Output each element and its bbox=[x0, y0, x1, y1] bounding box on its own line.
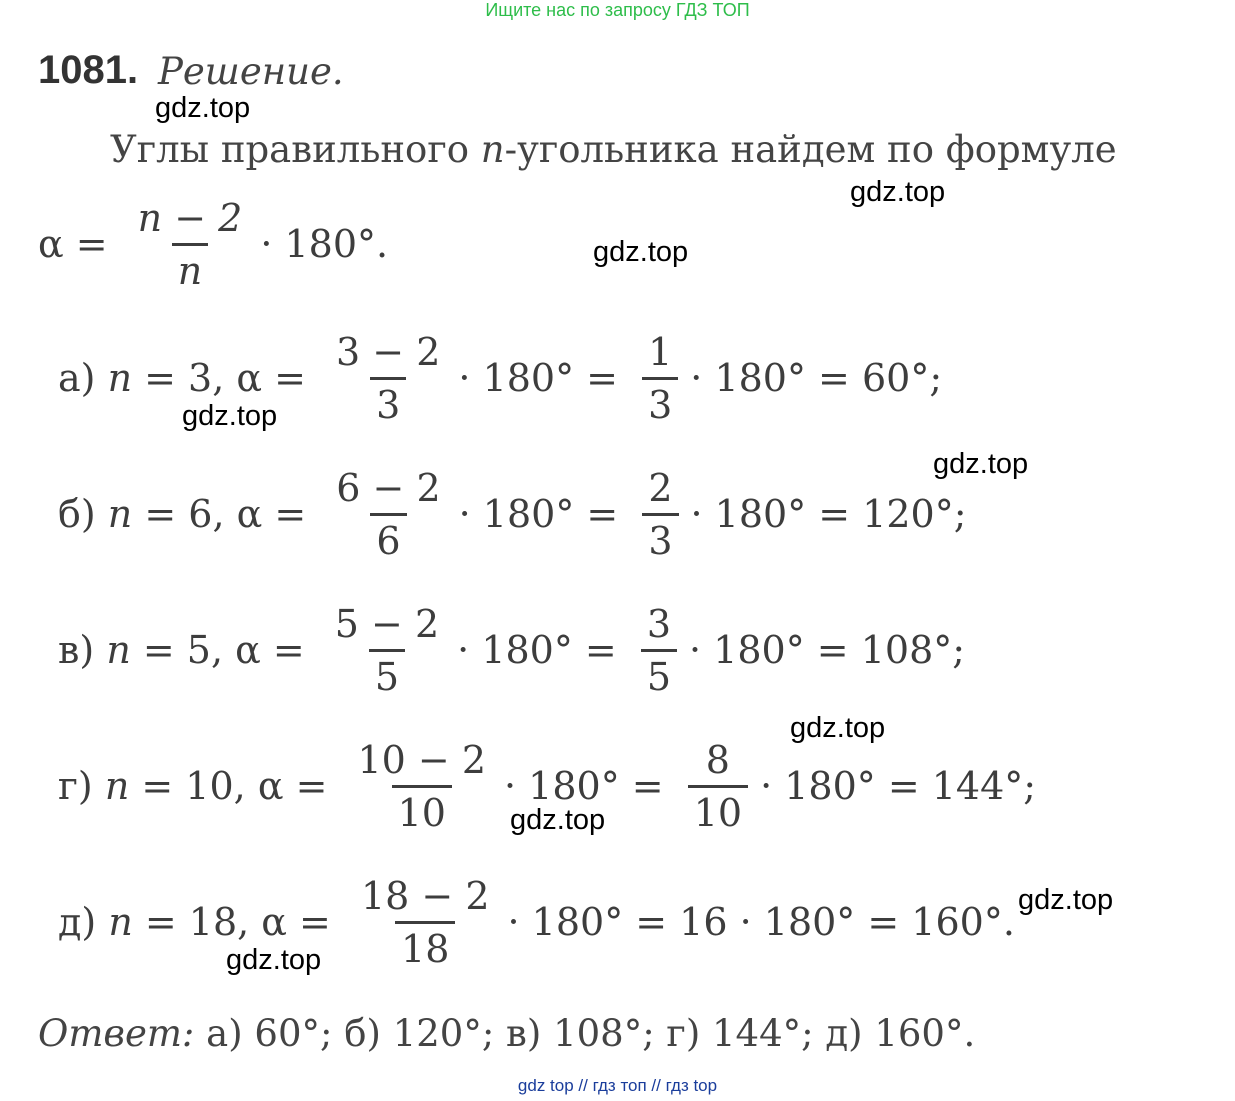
item-fraction-1 bbox=[330, 329, 446, 427]
formula-tail: · 180°. bbox=[260, 222, 389, 266]
watermark: gdz.top bbox=[155, 92, 251, 124]
fraction-denominator: 10 bbox=[688, 785, 748, 832]
item-result: · 180° = 60°; bbox=[690, 356, 943, 400]
fraction-numerator: 3 bbox=[646, 601, 672, 646]
fraction-numerator: 10 − 2 bbox=[357, 737, 487, 782]
watermark: gdz.top bbox=[790, 712, 886, 744]
item-n-value: = 5, α = bbox=[130, 628, 317, 672]
intro-before: Углы правильного bbox=[110, 128, 481, 171]
item-middle: · 180° = bbox=[504, 764, 676, 808]
solution-item-b bbox=[58, 444, 967, 584]
fraction-denominator: 3 bbox=[642, 377, 678, 424]
answer-text: а) 60°; б) 120°; в) 108°; г) 144°; д) 160°. bbox=[194, 1012, 976, 1055]
item-label: а) bbox=[58, 356, 108, 400]
watermark: gdz.top bbox=[850, 176, 946, 208]
item-label: г) bbox=[58, 764, 105, 808]
fraction-numerator: 3 − 2 bbox=[336, 329, 441, 374]
fraction-numerator: 1 bbox=[648, 329, 673, 374]
intro-text bbox=[110, 128, 1117, 171]
item-fraction-1 bbox=[351, 737, 492, 835]
problem-title: Решение. bbox=[158, 50, 344, 93]
item-fraction-1 bbox=[329, 601, 445, 699]
formula-lhs: α = bbox=[38, 222, 120, 266]
footer-links: gdz top // гдз топ // гдз top bbox=[517, 1076, 718, 1095]
answer-label: Ответ: bbox=[38, 1012, 195, 1055]
answer-line bbox=[38, 1012, 975, 1055]
item-fraction-2 bbox=[688, 737, 748, 835]
fraction-denominator: 5 bbox=[641, 649, 677, 696]
fraction-denominator: 10 bbox=[392, 785, 452, 832]
watermark: gdz.top bbox=[182, 400, 278, 432]
item-fraction-1 bbox=[355, 873, 496, 971]
intro-after: -угольника найдем по формуле bbox=[504, 128, 1117, 171]
item-variable: n bbox=[107, 492, 133, 536]
item-variable: n bbox=[108, 900, 133, 944]
fraction-numerator: 6 − 2 bbox=[336, 465, 441, 510]
general-formula bbox=[38, 174, 388, 314]
top-banner: Ищите нас по запросу ГДЗ ТОП bbox=[485, 0, 750, 20]
watermark: gdz.top bbox=[933, 448, 1029, 480]
formula-denominator: n bbox=[172, 243, 208, 290]
fraction-denominator: 18 bbox=[395, 921, 455, 968]
watermark: gdz.top bbox=[226, 944, 322, 976]
item-variable: n bbox=[106, 628, 131, 672]
item-result: · 180° = 108°; bbox=[689, 628, 966, 672]
item-label: д) bbox=[58, 900, 109, 944]
fraction-numerator: 18 − 2 bbox=[360, 873, 490, 918]
solution-item-d bbox=[58, 852, 1015, 992]
formula-fraction bbox=[132, 195, 249, 293]
item-fraction-2 bbox=[641, 601, 677, 699]
item-middle: · 180° = bbox=[458, 492, 631, 536]
item-middle: · 180° = 16 · 180° = 160°. bbox=[507, 900, 1015, 944]
item-label: б) bbox=[58, 492, 108, 536]
fraction-numerator: 2 bbox=[648, 465, 673, 510]
item-fraction-2 bbox=[642, 329, 678, 427]
watermark: gdz.top bbox=[593, 236, 689, 268]
watermark: gdz.top bbox=[510, 804, 606, 836]
fraction-denominator: 6 bbox=[370, 513, 406, 560]
fraction-numerator: 8 bbox=[705, 737, 730, 782]
item-middle: · 180° = bbox=[458, 356, 631, 400]
item-variable: n bbox=[104, 764, 130, 808]
fraction-numerator: 5 − 2 bbox=[334, 601, 440, 646]
item-result: · 180° = 120°; bbox=[690, 492, 967, 536]
formula-numerator: n − 2 bbox=[137, 195, 243, 240]
item-variable: n bbox=[107, 356, 133, 400]
intro-variable: n bbox=[480, 128, 505, 171]
solution-item-v bbox=[58, 580, 965, 720]
item-n-value: = 6, α = bbox=[132, 492, 319, 536]
problem-number: 1081. bbox=[38, 48, 139, 92]
item-result: · 180° = 144°; bbox=[760, 764, 1037, 808]
fraction-denominator: 3 bbox=[642, 513, 678, 560]
item-n-value: = 3, α = bbox=[132, 356, 319, 400]
fraction-denominator: 5 bbox=[369, 649, 405, 696]
item-label: в) bbox=[58, 628, 107, 672]
watermark: gdz.top bbox=[1018, 884, 1114, 916]
item-fraction-1 bbox=[330, 465, 446, 563]
item-fraction-2 bbox=[642, 465, 678, 563]
fraction-denominator: 3 bbox=[370, 377, 406, 424]
item-n-value: = 10, α = bbox=[129, 764, 340, 808]
item-n-value: = 18, α = bbox=[132, 900, 343, 944]
item-middle: · 180° = bbox=[457, 628, 629, 672]
